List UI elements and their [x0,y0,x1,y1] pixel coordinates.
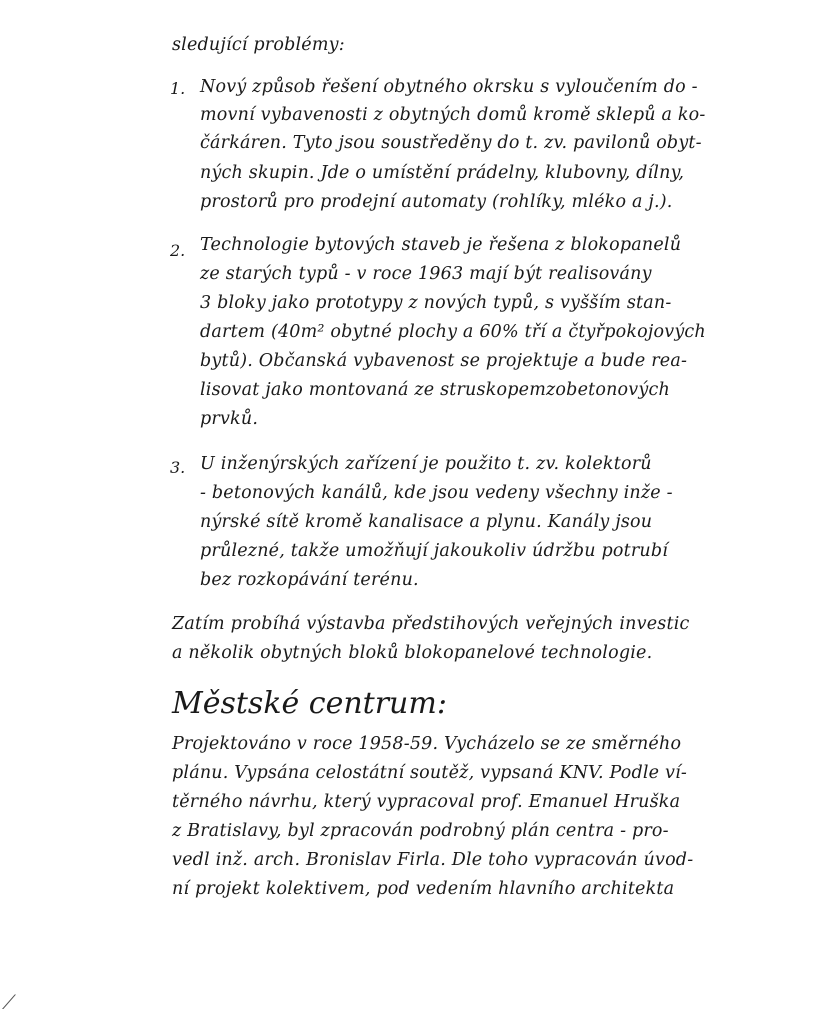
text-line: 3 bloky jako prototypy z nových typů, s vyšším stan- [200,293,672,313]
text-line: ní projekt kolektivem, pod vedením hlavního architekta [172,879,675,899]
item-number: 2. [170,241,186,260]
text-line: bez rozkopávání terénu. [200,570,419,590]
text-line: prostorů pro prodejní automaty (rohlíky, mléko a j.). [200,192,673,212]
text-line: bytů). Občanská vybavenost se projektuje a bude rea- [200,351,688,371]
text-line: Nový způsob řešení obytného okrsku s vyloučením do - [200,77,698,97]
text-line: lisovat jako montovaná ze struskopemzobetonových [200,380,670,400]
text-line: průlezné, takže umožňují jakoukoliv údržbu potrubí [200,541,669,561]
item-number: 3. [170,458,186,477]
text-line: Zatím probíhá výstavba předstihových veřejných investic [172,614,690,634]
section-heading: Městské centrum: [172,686,447,721]
text-line: Projektováno v roce 1958-59. Vycházelo se ze směrného [172,734,682,754]
text-line: a několik obytných bloků blokopanelové technologie. [172,643,653,663]
text-line: z Bratislavy, byl zpracován podrobný plán centra - pro- [172,821,669,841]
item-number: 1. [170,79,186,98]
text-line: dartem (40m² obytné plochy a 60% tří a čtyřpokojových [200,322,706,342]
text-line: vedl inž. arch. Bronislav Firla. Dle toho vypracován úvod- [172,850,694,870]
text-line: čárkáren. Tyto jsou soustředěny do t. zv. pavilonů obyt- [200,133,702,153]
text-line: movní vybavenosti z obytných domů kromě sklepů a ko- [200,105,706,125]
text-line: těrného návrhu, který vypracoval prof. Emanuel Hruška [172,792,681,812]
text-line: ze starých typů - v roce 1963 mají být realisovány [200,264,652,284]
text-line: nýrské sítě kromě kanalisace a plynu. Kanály jsou [200,512,653,532]
intro-line: sledující problémy: [172,35,345,55]
text-line: ných skupin. Jde o umístění prádelny, klubovny, dílny, [200,163,685,183]
text-line: - betonových kanálů, kde jsou vedeny všechny inže - [200,483,673,503]
text-line: prvků. [200,409,259,429]
text-line: plánu. Vypsána celostátní soutěž, vypsaná KNV. Podle ví- [172,763,687,783]
scan-corner-mark: ⟋ [2,990,16,1014]
text-line: U inženýrských zařízení je použito t. zv. kolektorů [200,454,652,474]
text-line: Technologie bytových staveb je řešena z blokopanelů [200,235,682,255]
